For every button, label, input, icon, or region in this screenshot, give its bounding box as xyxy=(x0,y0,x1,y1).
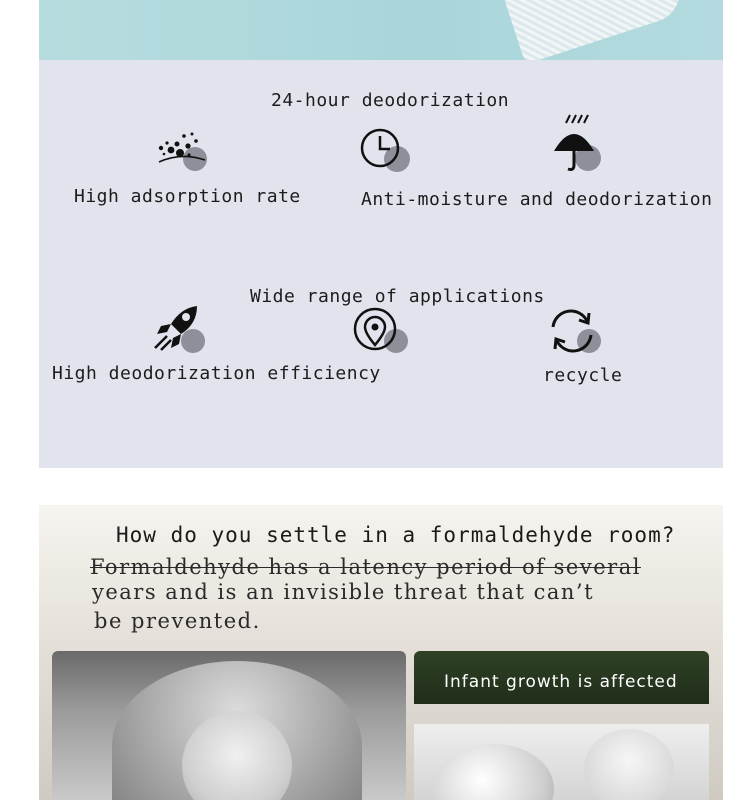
particles-icon xyxy=(153,122,213,182)
description-line-1: Formaldehyde has a latency period of several xyxy=(90,555,641,579)
feature-panel xyxy=(39,60,723,468)
description-line-3: be prevented. xyxy=(94,609,261,633)
feature-label-efficiency: High deodorization efficiency xyxy=(52,363,381,384)
infant-growth-label: Infant growth is affected xyxy=(444,672,678,692)
feature-heading-mid: Wide range of applications xyxy=(250,286,545,307)
woman-photo xyxy=(52,651,406,800)
location-pin-icon xyxy=(351,305,411,365)
recycle-icon xyxy=(545,303,605,363)
umbrella-icon xyxy=(548,113,608,173)
feature-label-anti-moisture: Anti-moisture and deodorization xyxy=(361,189,713,210)
infant-growth-banner xyxy=(414,651,709,704)
parent-hand xyxy=(584,729,674,800)
section-question: How do you settle in a formaldehyde room? xyxy=(116,523,676,547)
mask-product-image xyxy=(501,0,687,60)
product-banner-image xyxy=(39,0,723,60)
infant-photo xyxy=(414,724,709,800)
description-line-2: years and is an invisible threat that can’t xyxy=(92,580,595,604)
rocket-icon xyxy=(151,302,211,362)
feature-label-adsorption: High adsorption rate xyxy=(74,186,301,207)
feature-heading-top: 24-hour deodorization xyxy=(271,90,510,111)
infant-head xyxy=(434,744,554,800)
clock-icon xyxy=(357,124,417,184)
feature-label-recycle: recycle xyxy=(543,365,623,386)
